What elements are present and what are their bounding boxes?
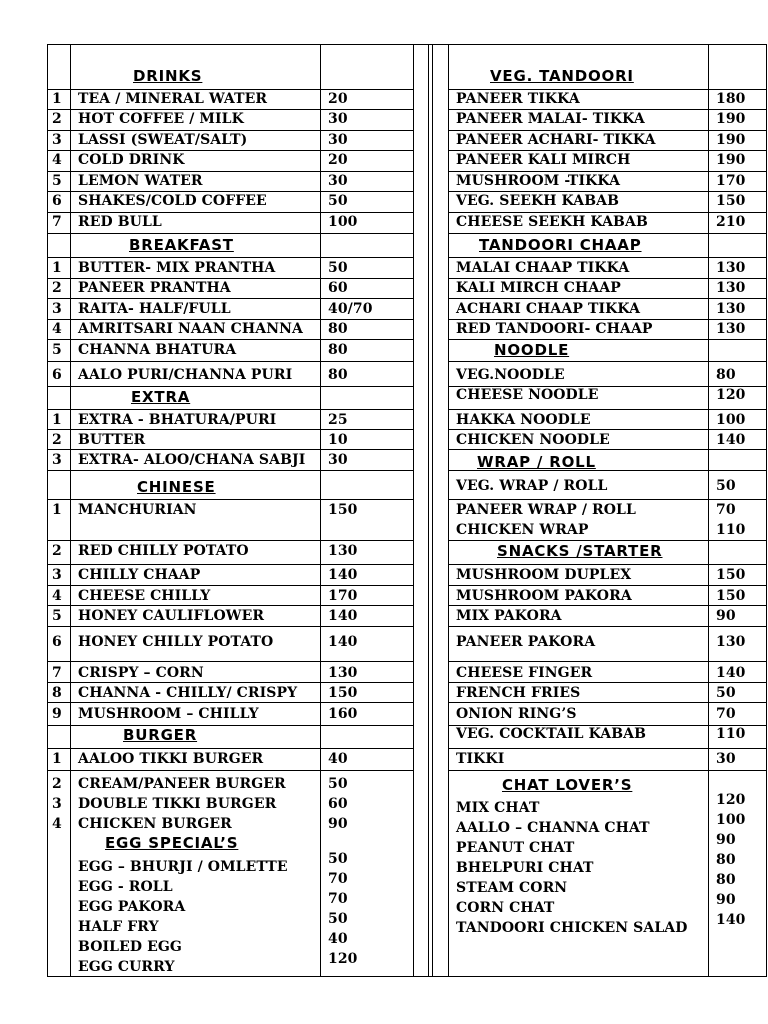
item-number: 1 bbox=[52, 502, 62, 518]
item-price: 100 bbox=[716, 812, 746, 828]
item-number: 3 bbox=[52, 132, 62, 148]
row-rule-left bbox=[47, 748, 414, 749]
item-number: 2 bbox=[52, 280, 62, 296]
item-number: 2 bbox=[52, 111, 62, 127]
item-name: MUSHROOM DUPLEX bbox=[456, 567, 632, 583]
item-name: HONEY CAULIFLOWER bbox=[78, 608, 265, 624]
row-rule-left bbox=[47, 429, 414, 430]
column-rule bbox=[413, 44, 414, 977]
item-name: AMRITSARI NAAN CHANNA bbox=[78, 321, 303, 337]
item-name: CHICKEN WRAP bbox=[456, 522, 589, 538]
item-price: 20 bbox=[328, 152, 348, 168]
item-price: 140 bbox=[716, 665, 746, 681]
item-number: 4 bbox=[52, 588, 62, 604]
item-price: 110 bbox=[716, 522, 746, 538]
item-price: 140 bbox=[328, 608, 358, 624]
section-heading-6: VEG. TANDOORI bbox=[490, 67, 634, 85]
item-number: 1 bbox=[52, 91, 62, 107]
item-price: 70 bbox=[328, 891, 348, 907]
item-name: PANEER ACHARI- TIKKA bbox=[456, 132, 656, 148]
section-heading-0: DRINKS bbox=[133, 67, 203, 85]
item-name: PANEER PRANTHA bbox=[78, 280, 231, 296]
row-rule-left bbox=[47, 499, 414, 500]
item-name: CHANNA - CHILLY/ CRISPY bbox=[78, 685, 298, 701]
column-rule bbox=[448, 44, 449, 977]
item-price: 70 bbox=[716, 502, 736, 518]
item-price: 150 bbox=[716, 567, 746, 583]
item-number: 2 bbox=[52, 776, 62, 792]
row-rule-left bbox=[47, 626, 414, 627]
row-rule-left bbox=[47, 702, 414, 703]
item-number: 6 bbox=[52, 367, 62, 383]
row-rule-right bbox=[448, 661, 767, 662]
row-rule-right bbox=[448, 257, 767, 258]
item-name: PANEER MALAI- TIKKA bbox=[456, 111, 645, 127]
item-number: 6 bbox=[52, 193, 62, 209]
row-rule-left bbox=[47, 361, 414, 362]
item-price: 50 bbox=[328, 911, 348, 927]
item-price: 170 bbox=[328, 588, 358, 604]
item-price: 130 bbox=[328, 665, 358, 681]
item-price: 150 bbox=[328, 502, 358, 518]
item-name: EXTRA- ALOO/CHANA SABJI bbox=[78, 452, 306, 468]
item-price: 30 bbox=[716, 751, 736, 767]
item-price: 150 bbox=[716, 193, 746, 209]
item-name: MALAI CHAAP TIKKA bbox=[456, 260, 630, 276]
row-rule-right bbox=[448, 585, 767, 586]
row-rule-left bbox=[47, 682, 414, 683]
item-price: 30 bbox=[328, 173, 348, 189]
item-price: 70 bbox=[716, 706, 736, 722]
item-name: BUTTER bbox=[78, 432, 146, 448]
item-number: 3 bbox=[52, 301, 62, 317]
item-name: EGG - ROLL bbox=[78, 879, 173, 895]
item-name: COLD DRINK bbox=[78, 152, 185, 168]
item-name: VEG.NOODLE bbox=[456, 367, 565, 383]
section-heading-5: EGG SPECIAL’S bbox=[105, 834, 239, 852]
item-number: 5 bbox=[52, 173, 62, 189]
item-name: MIX CHAT bbox=[456, 800, 540, 816]
item-price: 80 bbox=[716, 367, 736, 383]
item-price: 210 bbox=[716, 214, 746, 230]
item-number: 4 bbox=[52, 816, 62, 832]
item-name: CHICKEN BURGER bbox=[78, 816, 232, 832]
item-price: 150 bbox=[328, 685, 358, 701]
column-rule bbox=[428, 44, 429, 977]
row-rule-right bbox=[448, 702, 767, 703]
item-number: 2 bbox=[52, 432, 62, 448]
item-name: BHELPURI CHAT bbox=[456, 860, 594, 876]
item-name: ACHARI CHAAP TIKKA bbox=[456, 301, 641, 317]
item-number: 6 bbox=[52, 634, 62, 650]
item-name: CHICKEN NOODLE bbox=[456, 432, 610, 448]
item-price: 120 bbox=[716, 387, 746, 403]
item-price: 180 bbox=[716, 91, 746, 107]
item-name: VEG. SEEKH KABAB bbox=[456, 193, 620, 209]
item-name: PANEER KALI MIRCH bbox=[456, 152, 631, 168]
item-price: 30 bbox=[328, 132, 348, 148]
row-rule-left bbox=[47, 386, 414, 387]
item-number: 5 bbox=[52, 608, 62, 624]
item-name: AALLO – CHANNA CHAT bbox=[456, 820, 650, 836]
item-number: 1 bbox=[52, 412, 62, 428]
row-rule-right bbox=[448, 361, 767, 362]
row-rule-right bbox=[448, 339, 767, 340]
row-rule-left bbox=[47, 585, 414, 586]
item-price: 150 bbox=[716, 588, 746, 604]
item-name: FRENCH FRIES bbox=[456, 685, 581, 701]
item-number: 7 bbox=[52, 214, 62, 230]
item-number: 3 bbox=[52, 567, 62, 583]
row-rule-left bbox=[47, 540, 414, 541]
item-name: AALO PURI/CHANNA PURI bbox=[78, 367, 293, 383]
row-rule-right bbox=[448, 449, 767, 450]
item-price: 190 bbox=[716, 111, 746, 127]
item-name: CHEESE SEEKH KABAB bbox=[456, 214, 648, 230]
row-rule-left bbox=[47, 661, 414, 662]
row-rule-right bbox=[448, 298, 767, 299]
item-name: HAKKA NOODLE bbox=[456, 412, 591, 428]
section-heading-10: SNACKS /STARTER bbox=[497, 542, 663, 560]
section-heading-4: BURGER bbox=[123, 726, 198, 744]
item-number: 3 bbox=[52, 452, 62, 468]
item-name: EGG CURRY bbox=[78, 959, 175, 975]
row-rule-left bbox=[47, 409, 414, 410]
row-rule-right bbox=[448, 233, 767, 234]
item-name: MUSHROOM PAKORA bbox=[456, 588, 632, 604]
item-price: 20 bbox=[328, 91, 348, 107]
item-name: CHEESE CHILLY bbox=[78, 588, 211, 604]
item-price: 90 bbox=[716, 608, 736, 624]
item-number: 5 bbox=[52, 342, 62, 358]
item-number: 4 bbox=[52, 152, 62, 168]
item-name: SHAKES/COLD COFFEE bbox=[78, 193, 267, 209]
item-name: HONEY CHILLY POTATO bbox=[78, 634, 274, 650]
item-price: 130 bbox=[716, 301, 746, 317]
item-price: 130 bbox=[716, 321, 746, 337]
item-name: LASSI (SWEAT/SALT) bbox=[78, 132, 248, 148]
item-name: TANDOORI CHICKEN SALAD bbox=[456, 920, 688, 936]
item-name: CRISPY – CORN bbox=[78, 665, 204, 681]
item-price: 140 bbox=[328, 567, 358, 583]
item-name: BOILED EGG bbox=[78, 939, 182, 955]
item-name: PEANUT CHAT bbox=[456, 840, 575, 856]
row-rule-right bbox=[448, 499, 767, 500]
table-top-rule bbox=[47, 44, 767, 45]
item-price: 120 bbox=[716, 792, 746, 808]
item-name: RED BULL bbox=[78, 214, 162, 230]
item-price: 60 bbox=[328, 796, 348, 812]
item-number: 1 bbox=[52, 260, 62, 276]
item-price: 170 bbox=[716, 173, 746, 189]
item-name: PANEER PAKORA bbox=[456, 634, 596, 650]
item-name: CORN CHAT bbox=[456, 900, 555, 916]
section-heading-7: TANDOORI CHAAP bbox=[479, 236, 642, 254]
section-heading-3: CHINESE bbox=[137, 478, 216, 496]
item-name: MUSHROOM -TIKKA bbox=[456, 173, 621, 189]
item-name: CHEESE NOODLE bbox=[456, 387, 599, 403]
item-price: 50 bbox=[328, 851, 348, 867]
item-name: RAITA- HALF/FULL bbox=[78, 301, 231, 317]
column-rule bbox=[70, 44, 71, 977]
row-rule-left bbox=[47, 449, 414, 450]
row-rule-right bbox=[448, 748, 767, 749]
item-name: PANEER WRAP / ROLL bbox=[456, 502, 636, 518]
row-rule-right bbox=[448, 540, 767, 541]
row-rule-left bbox=[47, 257, 414, 258]
item-name: RED TANDOORI- CHAAP bbox=[456, 321, 653, 337]
item-price: 30 bbox=[328, 452, 348, 468]
column-rule bbox=[432, 44, 433, 977]
item-name: CHANNA BHATURA bbox=[78, 342, 237, 358]
column-rule bbox=[708, 44, 709, 977]
row-rule-right bbox=[448, 564, 767, 565]
item-name: KALI MIRCH CHAAP bbox=[456, 280, 621, 296]
item-price: 120 bbox=[328, 951, 358, 967]
column-rule bbox=[47, 44, 48, 977]
row-rule-left bbox=[47, 725, 414, 726]
item-price: 50 bbox=[328, 193, 348, 209]
item-price: 100 bbox=[716, 412, 746, 428]
row-rule-right bbox=[448, 770, 767, 771]
item-number: 4 bbox=[52, 321, 62, 337]
item-price: 10 bbox=[328, 432, 348, 448]
item-name: RED CHILLY POTATO bbox=[78, 543, 249, 559]
item-number: 8 bbox=[52, 685, 62, 701]
item-name: EGG – BHURJI / OMLETTE bbox=[78, 859, 288, 875]
item-price: 25 bbox=[328, 412, 348, 428]
item-price: 60 bbox=[328, 280, 348, 296]
row-rule-right bbox=[448, 626, 767, 627]
item-name: MUSHROOM – CHILLY bbox=[78, 706, 259, 722]
item-price: 190 bbox=[716, 152, 746, 168]
item-price: 50 bbox=[716, 478, 736, 494]
item-name: EGG PAKORA bbox=[78, 899, 186, 915]
item-name: ONION RING’S bbox=[456, 706, 577, 722]
section-heading-9: WRAP / ROLL bbox=[477, 453, 596, 471]
item-price: 90 bbox=[716, 892, 736, 908]
item-name: HALF FRY bbox=[78, 919, 159, 935]
item-name: AALOO TIKKI BURGER bbox=[78, 751, 264, 767]
item-price: 160 bbox=[328, 706, 358, 722]
item-name: CREAM/PANEER BURGER bbox=[78, 776, 286, 792]
item-name: HOT COFFEE / MILK bbox=[78, 111, 244, 127]
item-name: TEA / MINERAL WATER bbox=[78, 91, 268, 107]
item-price: 80 bbox=[716, 852, 736, 868]
item-name: MANCHURIAN bbox=[78, 502, 197, 518]
row-rule-left bbox=[47, 233, 414, 234]
row-rule-left bbox=[47, 470, 414, 471]
item-name: DOUBLE TIKKI BURGER bbox=[78, 796, 277, 812]
item-name: VEG. WRAP / ROLL bbox=[456, 478, 608, 494]
item-name: LEMON WATER bbox=[78, 173, 203, 189]
item-name: TIKKI bbox=[456, 751, 505, 767]
item-price: 190 bbox=[716, 132, 746, 148]
item-price: 130 bbox=[716, 260, 746, 276]
row-rule-left bbox=[47, 770, 414, 771]
item-name: CHILLY CHAAP bbox=[78, 567, 201, 583]
item-name: CHEESE FINGER bbox=[456, 665, 593, 681]
section-heading-1: BREAKFAST bbox=[129, 236, 234, 254]
item-price: 140 bbox=[328, 634, 358, 650]
item-number: 3 bbox=[52, 796, 62, 812]
row-rule-left bbox=[47, 605, 414, 606]
item-number: 7 bbox=[52, 665, 62, 681]
item-price: 40/70 bbox=[328, 301, 373, 317]
row-rule-right bbox=[448, 682, 767, 683]
row-rule-right bbox=[448, 429, 767, 430]
row-rule-left bbox=[47, 339, 414, 340]
item-name: VEG. COCKTAIL KABAB bbox=[456, 726, 647, 742]
item-price: 40 bbox=[328, 931, 348, 947]
item-price: 140 bbox=[716, 432, 746, 448]
item-price: 130 bbox=[716, 280, 746, 296]
item-price: 30 bbox=[328, 111, 348, 127]
row-rule-left bbox=[47, 298, 414, 299]
item-price: 70 bbox=[328, 871, 348, 887]
item-name: MIX PAKORA bbox=[456, 608, 562, 624]
item-price: 140 bbox=[716, 912, 746, 928]
item-price: 90 bbox=[716, 832, 736, 848]
item-price: 130 bbox=[716, 634, 746, 650]
item-name: STEAM CORN bbox=[456, 880, 568, 896]
section-heading-2: EXTRA bbox=[131, 388, 191, 406]
item-name: EXTRA - BHATURA/PURI bbox=[78, 412, 277, 428]
section-heading-11: CHAT LOVER’S bbox=[502, 776, 633, 794]
item-price: 50 bbox=[328, 260, 348, 276]
item-price: 50 bbox=[716, 685, 736, 701]
row-rule-right bbox=[448, 605, 767, 606]
item-price: 50 bbox=[328, 776, 348, 792]
item-number: 9 bbox=[52, 706, 62, 722]
table-bottom-rule bbox=[47, 976, 767, 977]
item-number: 2 bbox=[52, 543, 62, 559]
row-rule-left bbox=[47, 564, 414, 565]
item-price: 40 bbox=[328, 751, 348, 767]
item-price: 110 bbox=[716, 726, 746, 742]
item-name: PANEER TIKKA bbox=[456, 91, 580, 107]
menu-table bbox=[47, 44, 767, 977]
item-price: 80 bbox=[328, 321, 348, 337]
item-price: 90 bbox=[328, 816, 348, 832]
item-number: 1 bbox=[52, 751, 62, 767]
row-rule-right bbox=[448, 409, 767, 410]
item-price: 100 bbox=[328, 214, 358, 230]
item-name: BUTTER- MIX PRANTHA bbox=[78, 260, 276, 276]
item-price: 130 bbox=[328, 543, 358, 559]
item-price: 80 bbox=[716, 872, 736, 888]
column-rule bbox=[766, 44, 767, 977]
item-price: 80 bbox=[328, 367, 348, 383]
column-rule bbox=[320, 44, 321, 977]
item-price: 80 bbox=[328, 342, 348, 358]
section-heading-8: NOODLE bbox=[494, 341, 570, 359]
